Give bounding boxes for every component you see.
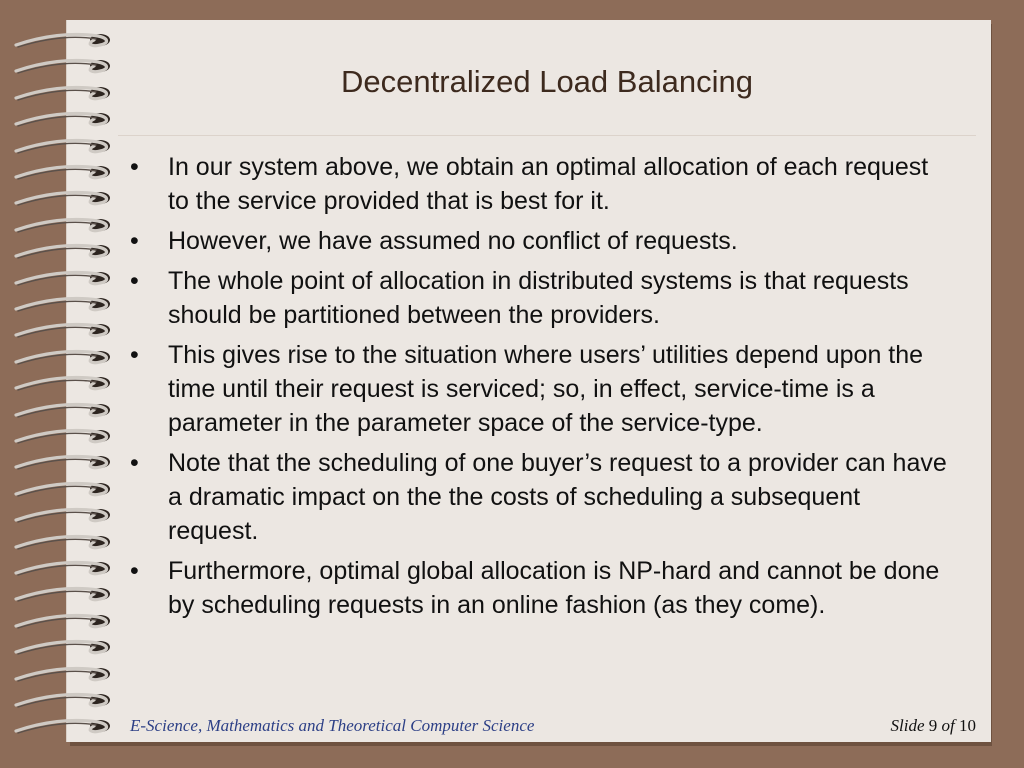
bullet-marker: • (130, 267, 139, 295)
bullet-item (130, 338, 950, 440)
spiral-coil-icon (12, 268, 112, 288)
spiral-coil-icon (12, 136, 112, 156)
bullet-marker: • (130, 227, 139, 255)
spiral-coil-icon (12, 400, 112, 420)
bullet-marker: • (130, 341, 139, 369)
bullet-marker: • (130, 449, 139, 477)
bullet-text: Note that the scheduling of one buyer’s request to a provider can have a dramatic impact on the the costs of scheduling a subsequent request. (168, 449, 947, 545)
spiral-coil-icon (12, 452, 112, 472)
spiral-coil-icon (12, 373, 112, 393)
spiral-coil-icon (12, 241, 112, 261)
bullet-item (130, 554, 950, 622)
footer-slide-number (891, 716, 976, 736)
spiral-coil-icon (12, 294, 112, 314)
spiral-coil-icon (12, 215, 112, 235)
spiral-coil-icon (12, 162, 112, 182)
spiral-coil-icon (12, 347, 112, 367)
bullet-text: The whole point of allocation in distributed systems is that requests should be partitioned between the providers. (168, 267, 909, 329)
title-divider (118, 135, 976, 136)
spiral-coil-icon (12, 479, 112, 499)
spiral-coil-icon (12, 664, 112, 684)
current-slide: 9 (928, 716, 938, 735)
bullet-text: However, we have assumed no conflict of requests. (168, 227, 738, 255)
spiral-binding (0, 0, 132, 768)
bullet-item (130, 150, 950, 218)
total-slides: 10 (959, 716, 976, 735)
spiral-coil-icon (12, 690, 112, 710)
spiral-coil-icon (12, 320, 112, 340)
bullet-text: In our system above, we obtain an optimal allocation of each request to the service provided that is best for it. (168, 153, 929, 215)
spiral-coil-icon (12, 188, 112, 208)
spiral-coil-icon (12, 716, 112, 736)
of-word: of (941, 716, 955, 735)
spiral-coil-icon (12, 505, 112, 525)
spiral-coil-icon (12, 30, 112, 50)
footer-course-title: E-Science, Mathematics and Theoretical Computer Science (130, 716, 535, 735)
spiral-coil-icon (12, 611, 112, 631)
bullet-marker: • (130, 557, 139, 585)
spiral-coil-icon (12, 584, 112, 604)
spiral-coil-icon (12, 109, 112, 129)
slide-title: Decentralized Load Balancing (341, 64, 753, 99)
spiral-coil-icon (12, 532, 112, 552)
bullet-marker: • (130, 153, 139, 181)
spiral-coil-icon (12, 83, 112, 103)
bullet-item (130, 224, 950, 258)
spiral-coil-icon (12, 426, 112, 446)
spiral-coil-icon (12, 637, 112, 657)
slide-word: Slide (890, 716, 925, 735)
bullet-list (130, 150, 950, 628)
bullet-text: Furthermore, optimal global allocation is NP-hard and cannot be done by scheduling requests in an online fashion (as they come). (168, 557, 940, 619)
spiral-coil-icon (12, 558, 112, 578)
bullet-item (130, 446, 950, 548)
bullet-item (130, 264, 950, 332)
spiral-coil-icon (12, 56, 112, 76)
bullet-text: This gives rise to the situation where users’ utilities depend upon the time until their request is serviced; so, in effect, service-time is a parameter in the parameter space of the service-type. (168, 341, 924, 437)
